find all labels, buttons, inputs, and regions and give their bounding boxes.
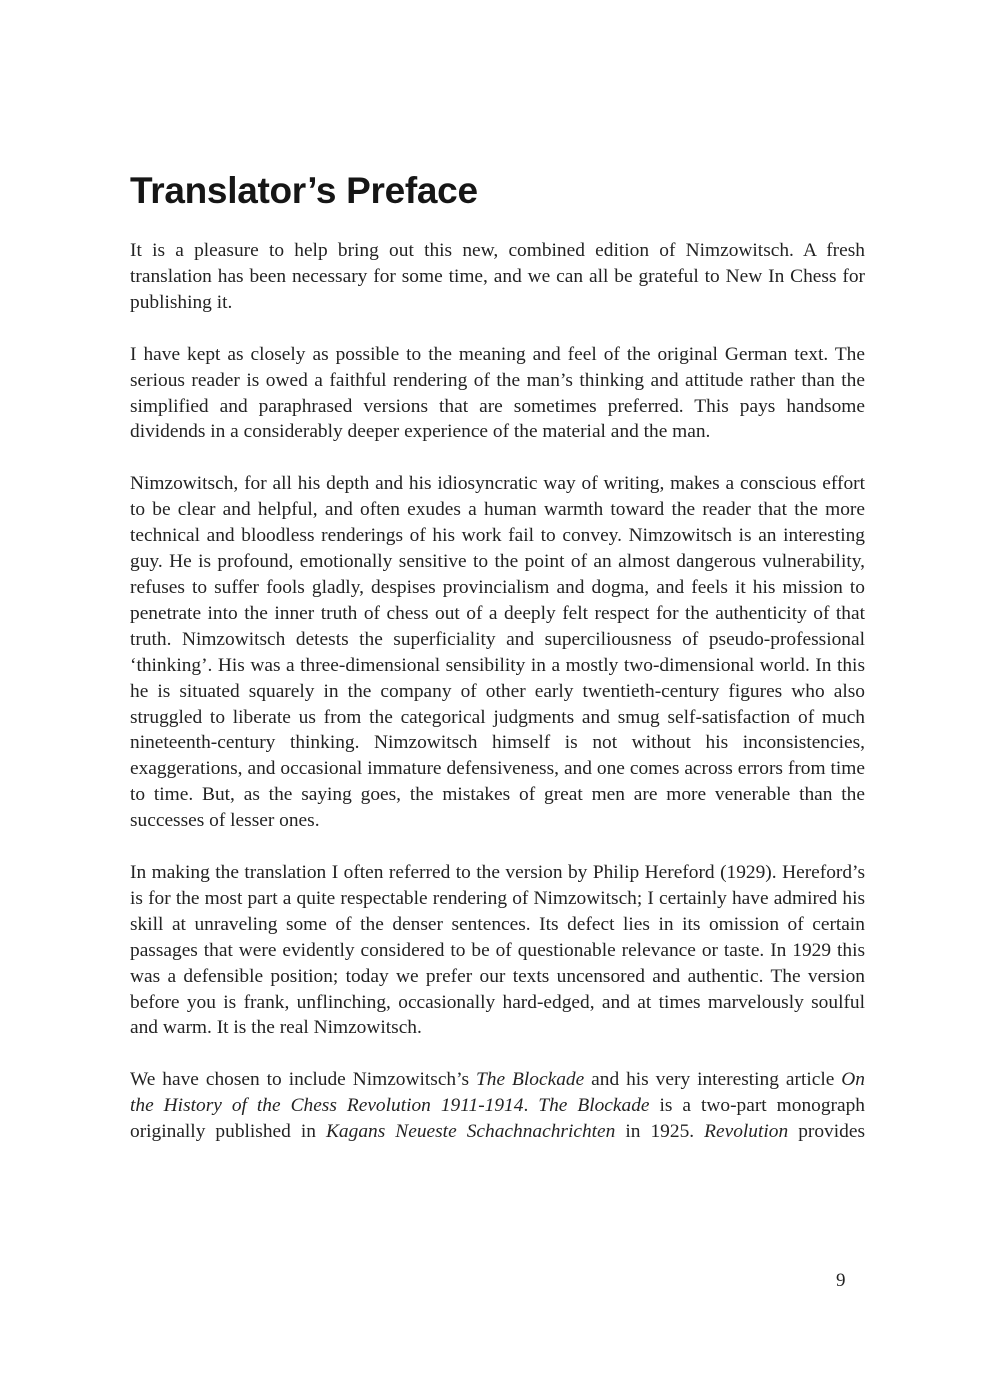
page-title: Translator’s Preface	[130, 170, 478, 211]
paragraph-3: Nimzowitsch, for all his depth and his idiosyncratic way of writing, makes a conscious effort to be clear and helpful, and often exudes a human warmth toward the reader that the more technical and bloodless renderings of his work fail to convey. Nimzowitsch is an interesting guy. He is profound, emotionally sensitive to the point of an almost dangerous vulnerability, refuses to suffer fools gladly, despises provincialism and dogma, and feels it his mission to penetrate into the inner truth of chess out of a deeply felt respect for the authenticity of that truth. Nimzowitsch detests the superficiality and superciliousness of pseudo-professional ‘thinking’. His was a three-dimensional sensibility in a mostly two-dimensional world. In this he is situated squarely in the company of other early twentieth-century figures who also struggled to liberate us from the categorical judgments and smug self-satisfaction of much nineteenth-century thinking. Nimzowitsch himself is not without his inconsistencies, exaggerations, and occasional immature defensiveness, and one comes across errors from time to time. But, as the saying goes, the mistakes of great men are more venerable than the successes of lesser ones.	[130, 473, 865, 832]
page-number: 9	[836, 1270, 846, 1291]
paragraph-5	[130, 1067, 865, 1145]
paragraph-1: It is a pleasure to help bring out this new, combined edition of Nimzowitsch. A fresh translation has been necessary for some time, and we can all be grateful to New In Chess for publishing it.	[130, 240, 865, 313]
periodical-title: Kagans Neueste Schachnachrichten	[326, 1121, 616, 1143]
paragraph-5-text: is a two-part monograph originally published in	[130, 1095, 865, 1143]
paragraph-5-text: and his very interesting article	[584, 1069, 842, 1091]
paragraph-4: In making the translation I often referred to the version by Philip Hereford (1929). Hereford’s is for the most part a quite respectable rendering of Nimzowitsch; I certainly have admired his skill at unraveling some of the denser sentences. Its defect lies in its omission of certain passages that were evidently considered to be of questionable relevance or taste. In 1929 this was a defensible position; today we prefer our texts uncensored and authentic. The version before you is frank, unflinching, occasionally hard-edged, and at times marvelously soulful and warm. It is the real Nimzowitsch.	[130, 862, 865, 1039]
paragraph-5-text: .	[523, 1095, 539, 1117]
body-text	[130, 238, 865, 1171]
work-title-revolution-article: On the History of the Chess Revolution 1911-1914	[130, 1069, 865, 1117]
paragraph-2: I have kept as closely as possible to the meaning and feel of the original German text. The serious reader is owed a faithful rendering of the man’s thinking and attitude rather than the simplified and paraphrased versions that are sometimes preferred. This pays handsome dividends in a considerably deeper experience of the material and the man.	[130, 343, 865, 443]
work-title-blockade: The Blockade	[538, 1095, 650, 1117]
work-title-revolution: Revolution	[704, 1121, 789, 1143]
paragraph-5-text: in 1925.	[615, 1121, 705, 1143]
paragraph-5-text: We have chosen to include Nimzowitsch’s	[130, 1069, 477, 1091]
work-title-blockade: The Blockade	[476, 1069, 585, 1091]
paragraph-5-text: provides	[788, 1121, 865, 1143]
